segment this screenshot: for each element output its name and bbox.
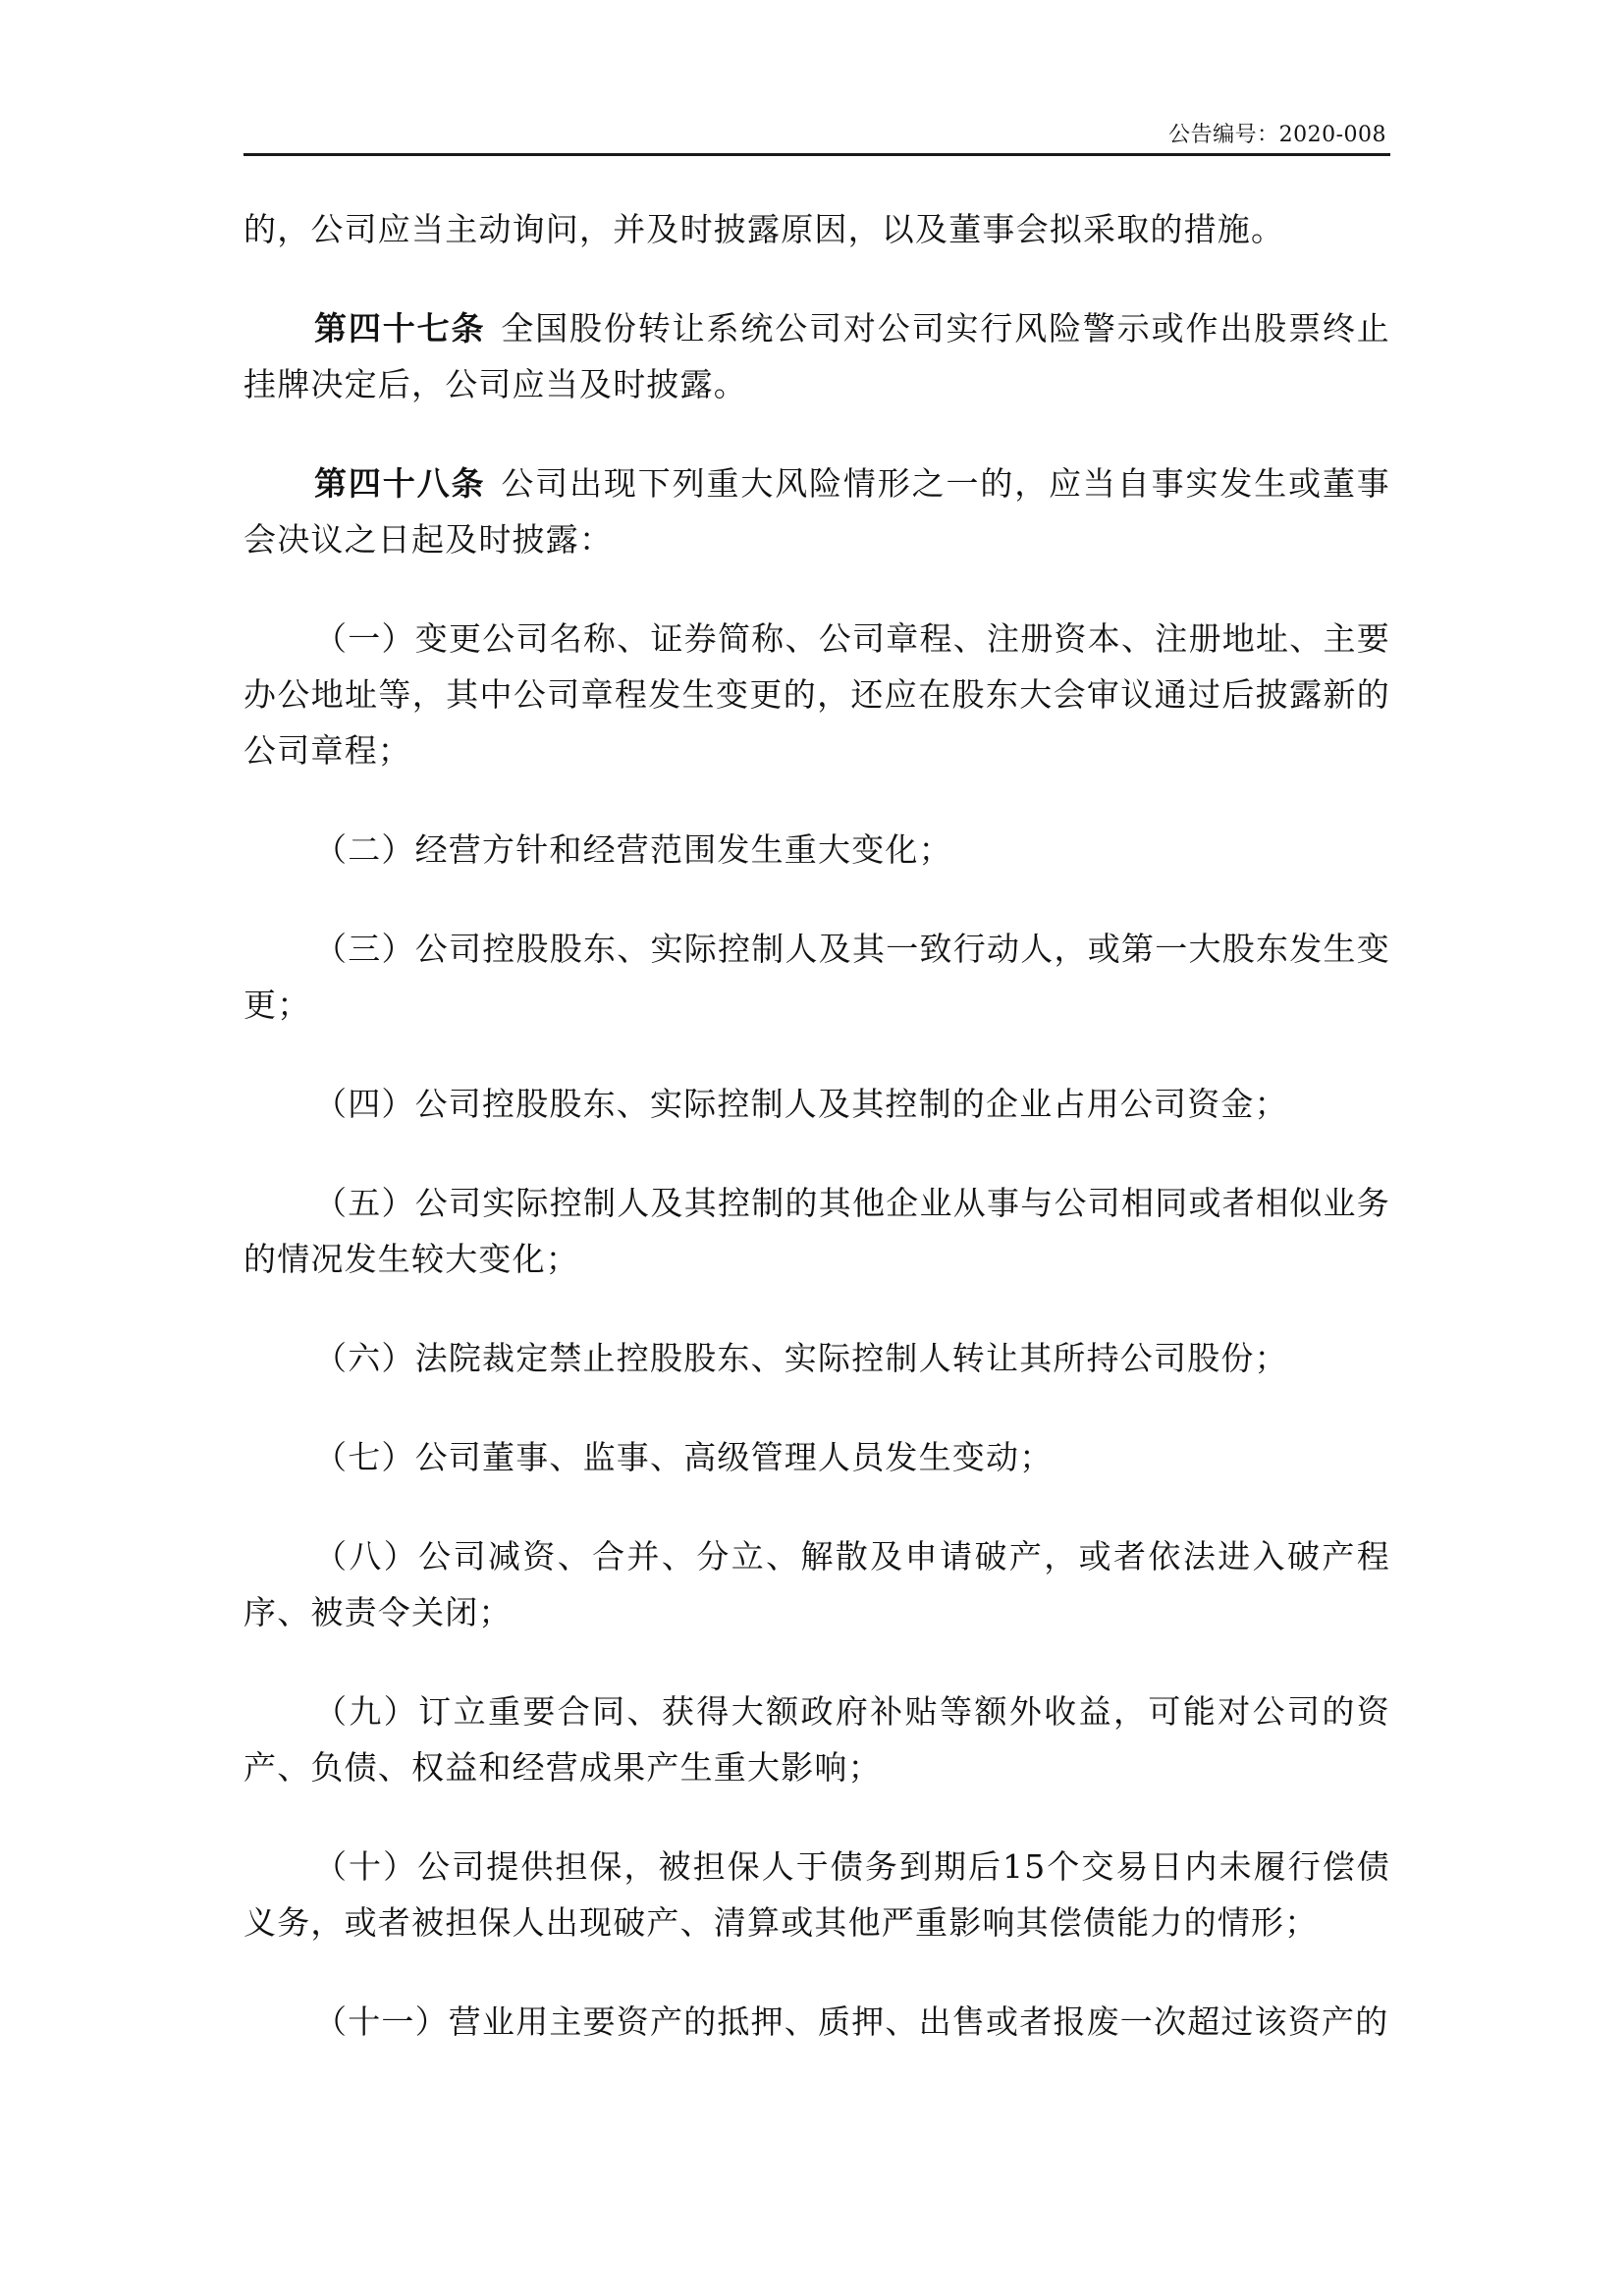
notice-number: 公告编号：2020-008 — [1168, 123, 1386, 147]
list-item-2: （二）经营方针和经营范围发生重大变化； — [314, 830, 952, 869]
article-text: 公司出现下列重大风险情形之一的，应当自事实发生或董事会决议之日起及时披露： — [244, 464, 1391, 559]
list-item-8: （八）公司减资、合并、分立、解散及申请破产，或者依法进入破产程序、被责令关闭； — [244, 1537, 1390, 1631]
list-item-10: （十）公司提供担保，被担保人于债务到期后15个交易日内未履行偿债义务，或者被担保人出现破产、清算或其他严重影响其偿债能力的情形； — [244, 1847, 1390, 1942]
page-header — [244, 110, 1390, 156]
article-47 — [244, 300, 1390, 412]
document-body — [244, 201, 1390, 2093]
paragraph-continuation: 的，公司应当主动询问，并及时披露原因，以及董事会拟采取的措施。 — [244, 210, 1285, 248]
list-item-9: （九）订立重要合同、获得大额政府补贴等额外收益，可能对公司的资产、负债、权益和经营成果产生重大影响； — [244, 1692, 1390, 1787]
article-number: 第四十八条 — [314, 464, 486, 503]
article-48 — [244, 455, 1390, 567]
article-text: 全国股份转让系统公司对公司实行风险警示或作出股票终止挂牌决定后，公司应当及时披露。 — [244, 309, 1391, 403]
list-item-7: （七）公司董事、监事、高级管理人员发生变动； — [314, 1438, 1054, 1476]
list-item-11: （十一）营业用主要资产的抵押、质押、出售或者报废一次超过该资产的 — [314, 2002, 1389, 2041]
list-item-1: （一）变更公司名称、证券简称、公司章程、注册资本、注册地址、主要办公地址等，其中公司章程发生变更的，还应在股东大会审议通过后披露新的公司章程； — [244, 619, 1390, 770]
list-item-5: （五）公司实际控制人及其控制的其他企业从事与公司相同或者相似业务的情况发生较大变化； — [244, 1184, 1390, 1278]
list-item-4: （四）公司控股股东、实际控制人及其控制的企业占用公司资金； — [314, 1085, 1288, 1123]
list-item-6: （六）法院裁定禁止控股股东、实际控制人转让其所持公司股份； — [314, 1339, 1288, 1377]
article-number: 第四十七条 — [314, 309, 486, 347]
list-item-3: （三）公司控股股东、实际控制人及其一致行动人，或第一大股东发生变更； — [244, 930, 1390, 1024]
